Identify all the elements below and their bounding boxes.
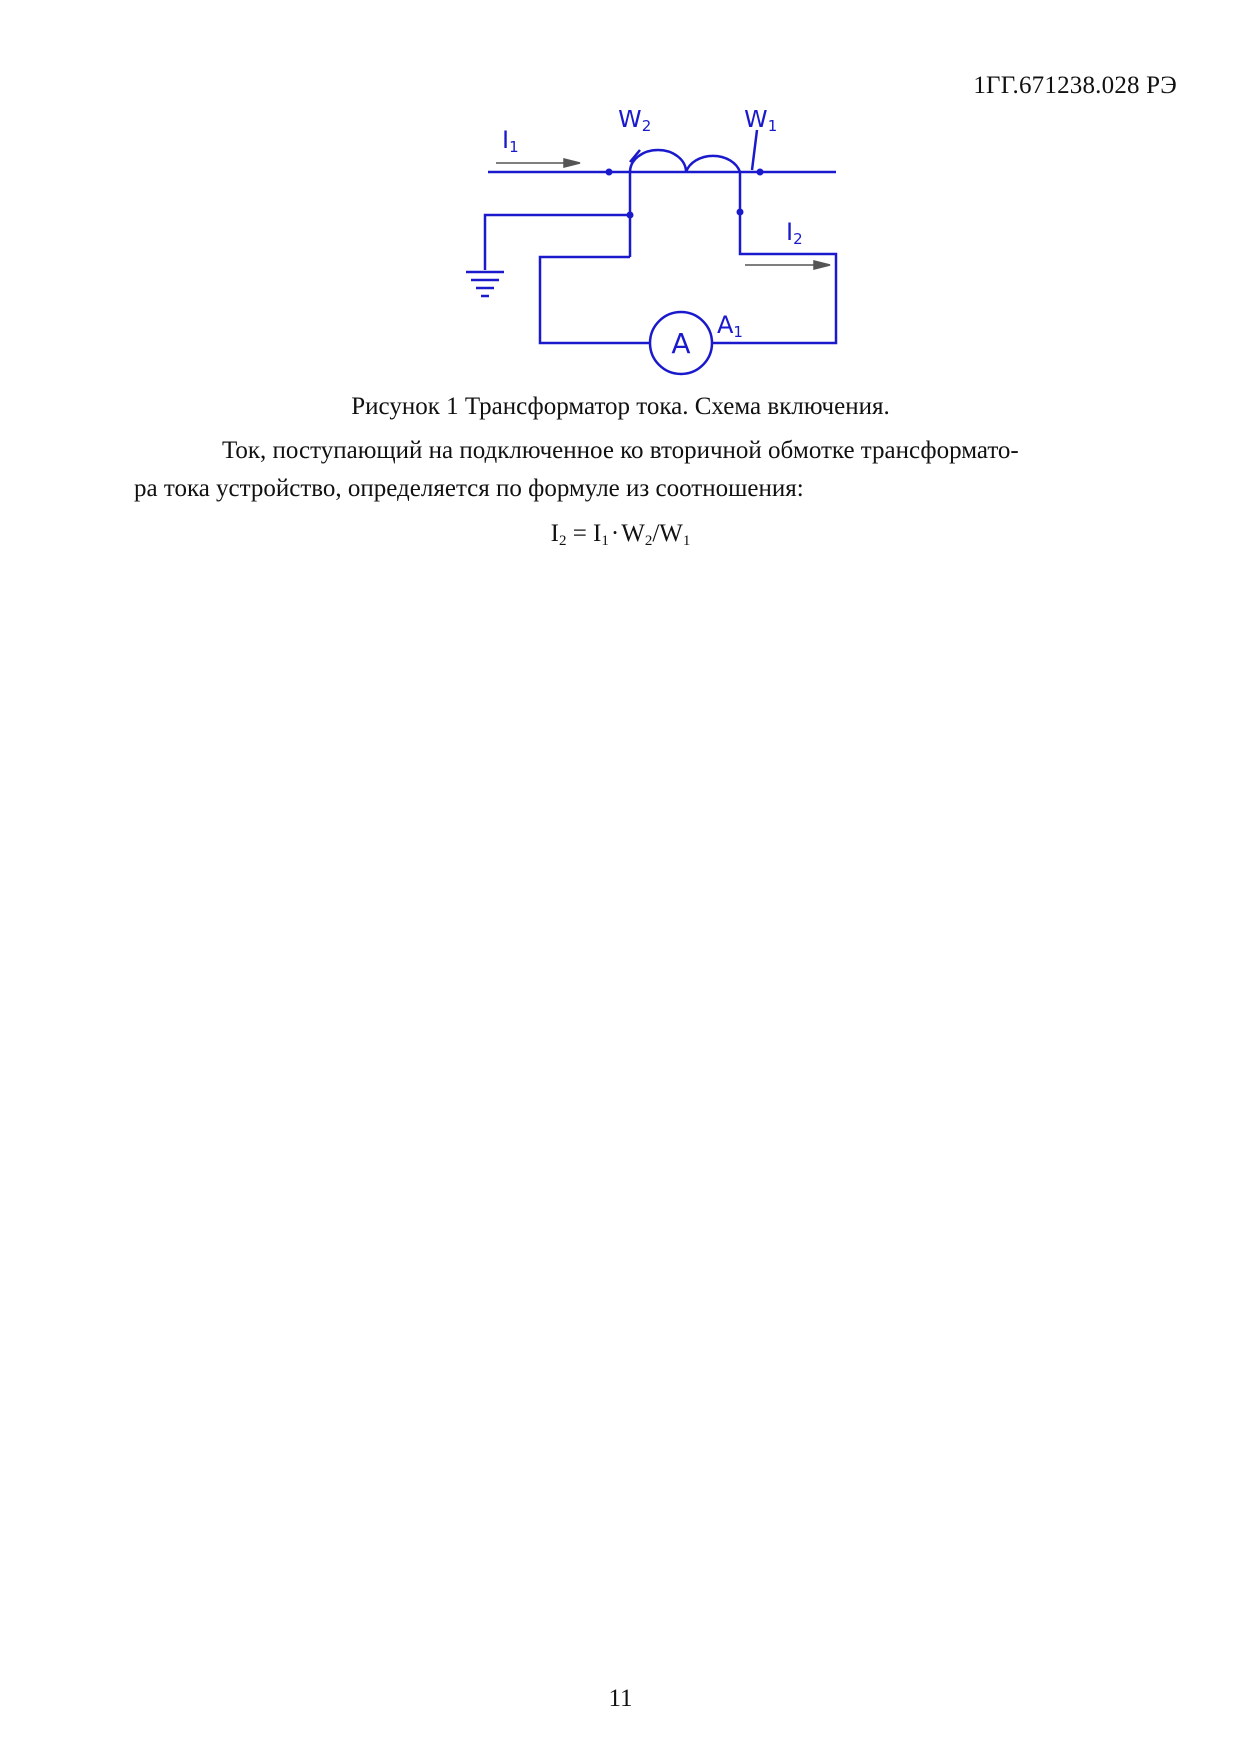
label-a1: A1 [717, 311, 743, 341]
body-paragraph [134, 432, 1178, 508]
label-w1: W1 [744, 110, 778, 135]
junction-dot [737, 209, 744, 216]
label-w2: W2 [618, 110, 652, 135]
document-code: 1ГГ.671238.028 РЭ [973, 72, 1177, 99]
paragraph-line-1: Ток, поступающий на подключенное ко вторичной обмотке трансформато- [222, 437, 1019, 464]
paragraph-line-2: ра тока устройство, определяется по формуле из соотношения: [134, 475, 804, 502]
junction-dot [757, 169, 764, 176]
label-i1: I1 [502, 126, 519, 156]
ammeter-wire-left [540, 257, 650, 343]
ammeter-label: A [671, 327, 691, 360]
page-number: 11 [608, 1685, 633, 1712]
ground-wire [485, 215, 630, 270]
figure-caption: Рисунок 1 Трансформатор тока. Схема включения. [351, 393, 890, 420]
current-transformer-schematic [455, 110, 875, 380]
junction-dot [606, 169, 613, 176]
winding-coil [630, 150, 740, 172]
label-i2: I2 [786, 218, 803, 248]
junction-dot [627, 212, 634, 219]
formula: $I_2 = I_1\cdot W_2/W_1$ [550, 520, 691, 549]
